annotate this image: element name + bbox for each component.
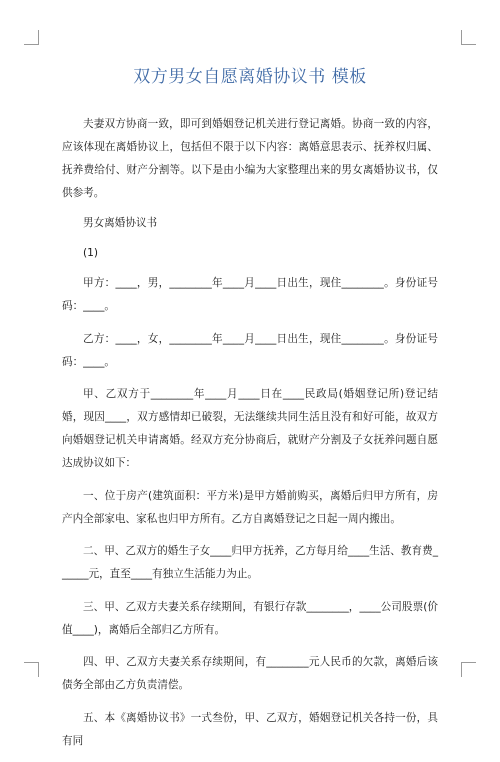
crop-mark-top-left — [24, 30, 39, 45]
section-number: (1) — [83, 247, 99, 259]
document-title: 双方男女自愿离婚协议书 模板 — [133, 67, 367, 87]
clause-1-paragraph: 一、位于房产(建筑面积：平方米)是甲方婚前购买，离婚后归甲方所有，房产内全部家电、家私也归甲方所有。乙方自离婚登记之日起一周内搬出。 — [62, 489, 438, 525]
party-b-paragraph: 乙方：____，女，________年____月____日出生，现住________。身份证号码：____。 — [62, 332, 438, 368]
crop-mark-top-right — [461, 30, 476, 45]
clause-4-paragraph: 四、甲、乙双方夫妻关系存续期间，有________元人民币的欠款，离婚后该债务全部由乙方负责清偿。 — [62, 656, 438, 691]
section-heading: 男女离婚协议书 — [83, 217, 158, 229]
clause-3-paragraph: 三、甲、乙双方夫妻关系存续期间，有银行存款________，____公司股票(价值____)，离婚后全部归乙方所有。 — [62, 600, 438, 636]
crop-mark-bottom-left — [24, 662, 39, 677]
marriage-paragraph: 甲、乙双方于________年____月____日在____民政局(婚姻登记所)登记结婚，现因____，双方感情却已破裂，无法继续共同生活且没有和好可能，故双方向婚姻登记机关申请离婚。经双方充分协商后，就财产分割及子女抚养问题自愿达成协议如下： — [62, 388, 438, 469]
clause-2-paragraph: 二、甲、乙双方的婚生子女____归甲方抚养，乙方每月给____生活、教育费______元，直至____有独立生活能力为止。 — [62, 545, 438, 580]
party-a-paragraph: 甲方：____，男，________年____月____日出生，现住________。身份证号码：____。 — [62, 277, 438, 312]
clause-5-paragraph: 五、本《离婚协议书》一式叁份，甲、乙双方，婚姻登记机关各持一份，具有同 — [62, 711, 438, 747]
document-body — [62, 113, 438, 762]
intro-paragraph: 夫妻双方协商一致，即可到婚姻登记机关进行登记离婚。协商一致的内容，应该体现在离婚协议上，包括但不限于以下内容：离婚意思表示、抚养权归属、抚养费给付、财产分割等。以下是由小编为大家整理出来的男女离婚协议书，仅供参考。 — [62, 118, 438, 199]
crop-mark-bottom-right — [461, 662, 476, 677]
